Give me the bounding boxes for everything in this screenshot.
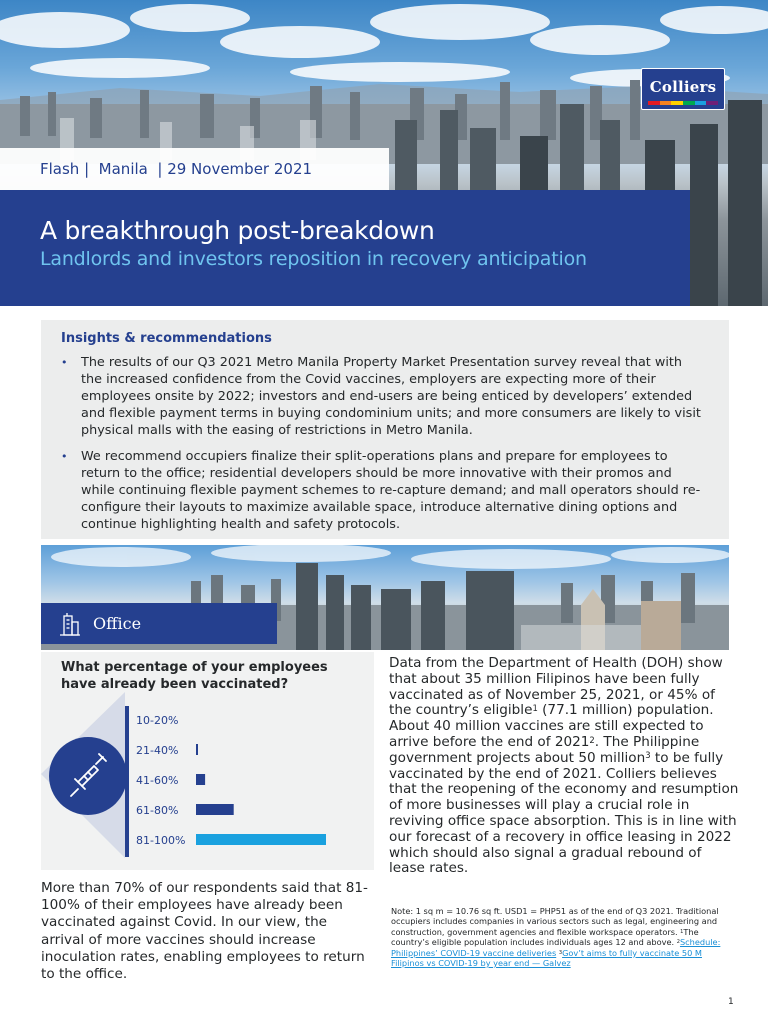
insights-list: [61, 354, 707, 533]
page-subtitle: Landlords and investors reposition in recovery anticipation: [40, 248, 587, 270]
vaccination-chart: [41, 652, 374, 870]
logo-color-stripes: [648, 101, 718, 105]
title-panel: [0, 190, 690, 306]
page-number: 1: [728, 997, 734, 1007]
bar-21-40pct: [196, 744, 198, 755]
category-label: 21-40%: [136, 744, 179, 757]
note-text: Note: 1 sq m = 10.76 sq ft. USD1 = PHP51 as of the end of Q3 2021. Traditional occupiers includes companies in various sectors such as legal, engineering and construction, government agencies and flexible workspace operators.: [391, 906, 719, 937]
insights-bullet: • We recommend occupiers finalize their split-operations plans and prepare for employees to return to the office; residential developers should be more innovative with their promos and while continuing flexible payment schemes to re-capture demand; and mall operators should re-configure their layouts to maximize available space, introduce alternative dining options and continue highlighting health and safety protocols.: [61, 448, 707, 533]
footnote-marker: 2: [676, 939, 680, 946]
category-label: 10-20%: [136, 714, 179, 727]
body-right-paragraph: [389, 656, 741, 877]
insights-heading: Insights & recommendations: [61, 331, 272, 346]
report-city: Manila: [98, 160, 148, 178]
colliers-logo: [641, 68, 725, 110]
body-left-paragraph: More than 70% of our respondents said that 81-100% of their employees have already been vaccinated against Covid. In our view, the arrival of more vaccines should increase inoculation rates, enabling employees to return to the office.: [41, 880, 368, 983]
body-text: (77.1 million) population. About 40 million vaccines are still expected to arrive before the end of 2021: [389, 702, 714, 750]
chart-svg: [41, 652, 374, 870]
logo-wordmark: Colliers: [649, 77, 717, 96]
section-label: Office: [93, 614, 142, 633]
body-text: to be fully vaccinated by the end of 2021. Colliers believes that the reopening of the economy and resumption of more businesses will play a crucial role in reviving office space absorption. This is in line with our forecast of a recovery in office leasing in 2022 which should also signal a gradual rebound of lease rates.: [389, 749, 739, 877]
footnote-link-vaccination-target[interactable]: Gov’t aims to fully vaccinate 50 M Filipinos vs COVID-19 by year end — Galvez: [391, 947, 702, 969]
meta-separator: |: [79, 160, 99, 178]
insights-bullet: • The results of our Q3 2021 Metro Manila Property Market Presentation survey reveal that with the increased confidence from the Covid vaccines, employers are expecting more of their employees onsite by 2022; investors and end-users are being enticed by developers’ extended and flexible payment terms in buying condominium units; and more consumers are likely to visit physical malls with the easing of restrictions in Metro Manila.: [61, 354, 707, 439]
footnote-marker: 3: [558, 949, 563, 956]
stripe-green: [683, 101, 695, 105]
report-date: 29 November 2021: [167, 160, 313, 178]
report-type: Flash: [40, 160, 80, 178]
stripe-blue: [695, 101, 707, 105]
chart-title: What percentage of your employees have already been vaccinated?: [61, 660, 328, 692]
category-label: 61-80%: [136, 804, 179, 817]
stripe-red: [648, 101, 660, 105]
stripe-orange: [660, 101, 672, 105]
footnote-ref: 1: [532, 703, 538, 714]
section-tag-office: [41, 603, 277, 644]
report-meta-bar: [0, 148, 389, 190]
stripe-purple: [706, 101, 718, 105]
footnote-ref: 3: [645, 750, 651, 761]
note-text: The country’s eligible population includes individuals ages 12 and above.: [391, 926, 699, 948]
footnote-marker: 1: [680, 928, 684, 935]
bar-41-60pct: [196, 774, 205, 785]
bar-81-100pct: [196, 834, 326, 845]
footnotes: [391, 906, 731, 968]
category-label: 41-60%: [136, 774, 179, 787]
office-building-icon: [59, 612, 81, 636]
body-text: . The Philippine government projects about 50 million: [389, 733, 700, 766]
footnote-link-vaccine-schedule[interactable]: Schedule: Philippines’ COVID-19 vaccine deliveries: [391, 937, 721, 958]
stripe-yellow: [671, 101, 683, 105]
page-title: A breakthrough post-breakdown: [40, 216, 435, 245]
bar-61-80pct: [196, 804, 234, 815]
category-label: 81-100%: [136, 834, 186, 847]
footnote-ref: 2: [589, 734, 595, 745]
body-text: Data from the Department of Health (DOH) show that about 35 million Filipinos have been fully vaccinated as of November 25, 2021, or 45% of the country’s eligible: [389, 655, 723, 719]
vaccine-badge: [49, 737, 127, 815]
insights-box: [41, 320, 729, 539]
meta-separator: |: [147, 160, 168, 178]
